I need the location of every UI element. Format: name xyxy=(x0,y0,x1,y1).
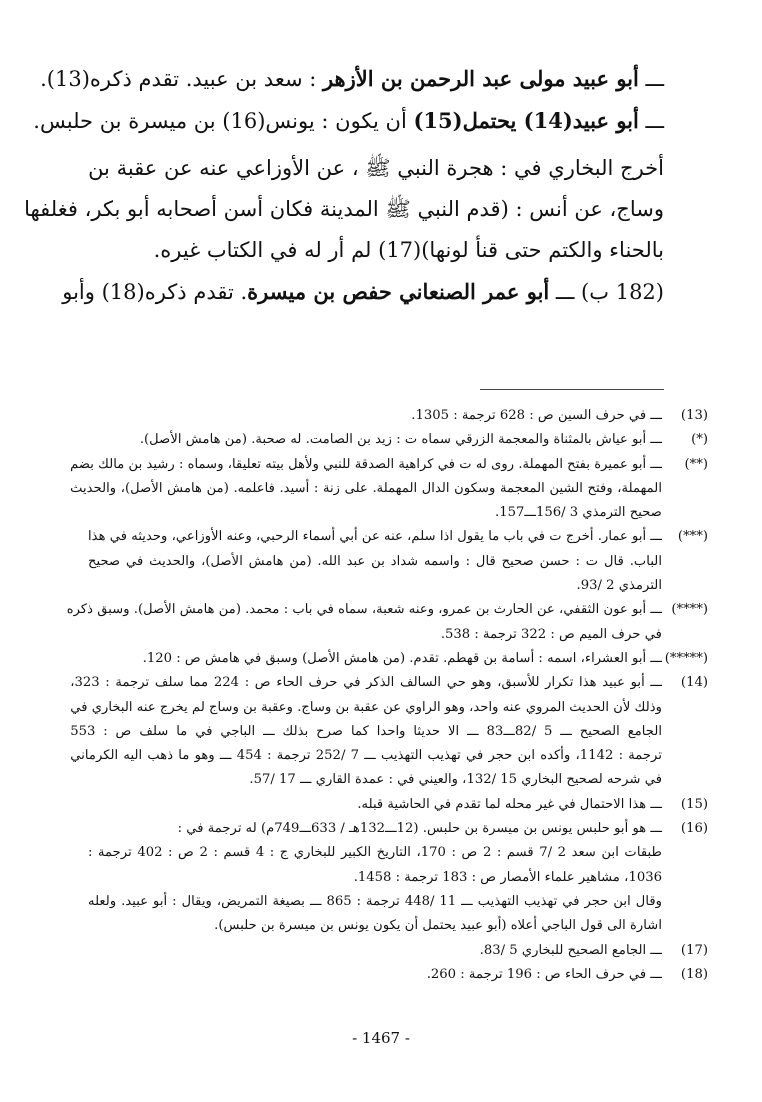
main-line-5: بالحناء والكتم حتى قنأ لونها)(17) لم أر له في الكتاب غيره. xyxy=(153,238,664,262)
main-text xyxy=(24,58,664,313)
footnote-line: ـــ هو أبو حلبس يونس بن ميسرة بن حلبس. (12ـــ132هـ / 633ـــ749م) له ترجمة في : xyxy=(177,821,662,837)
footnote-line: ترجمة : 1142، وأكده ابن حجر في تهذيب التهذيب ـــ 7 /252 ترجمة : 454 ـــ وهو ما ذهب اليه الكرماني xyxy=(70,748,663,764)
footnote-18 xyxy=(88,963,708,987)
footnote-line: في حرف الميم ص : 322 ترجمة : 538. xyxy=(440,626,662,642)
footnote-14 xyxy=(70,671,708,792)
main-line-6: (182 ب) ـــ أبو عمر الصنعاني حفص بن ميسرة. تقدم ذكره(18) وأبو xyxy=(62,279,664,304)
footnote-line: ـــ أبو عون الثقفي، عن الحارث بن عمرو، وعنه شعبة، سماه في باب : محمد. (من هامش الأصل). وسبق ذكره xyxy=(66,602,662,618)
footnote-separator xyxy=(480,389,664,390)
footnote-number: (**) xyxy=(684,456,708,472)
footnote-line: الجامع الصحيح ـــ 5 /82ـــ83 ـــ الا حديثا واحدا كما صرح بذلك ـــ الباجي في ما سلف ص : 553 xyxy=(70,723,662,739)
footnote-line: 1036، مشاهير علماء الأمصار ص : 183 ترجمة : 1458. xyxy=(353,869,662,885)
footnote-number: (****) xyxy=(671,602,708,618)
footnote-number: (*****) xyxy=(664,650,708,666)
footnote-line: ـــ أبو عبيد هذا تكرار للأسبق، وهو حي السالف الذكر في حرف الحاء ص : 224 مما سلف ترجمة : 323، xyxy=(70,675,662,691)
footnote-line: صحيح الترمذي 3 /156ـــ157. xyxy=(494,505,662,521)
footnote-line: ـــ أبو عمار. أخرج ت في باب ما يقول اذا سلم، عنه عن أبي أسماء الرحبي، وعنه الأوزاعي، وحديثه في هذا xyxy=(88,529,662,545)
footnote-line: ـــ أبو العشراء، اسمه : أسامة بن قهطم. تقدم. (من هامش الأصل) وسبق في هامش ص : 120. xyxy=(142,650,662,666)
footnote-number: (13) xyxy=(680,408,708,423)
footnote-number: (15) xyxy=(680,796,708,812)
footnote-13 xyxy=(88,404,708,428)
main-line-1: ـــ أبو عبيد مولى عبد الرحمن بن الأزهر : سعد بن عبيد. تقدم ذكره(13). xyxy=(40,66,664,91)
footnote-number: (17) xyxy=(680,942,708,958)
footnote-line: ـــ في حرف الحاء ص : 196 ترجمة : 260. xyxy=(426,966,662,982)
main-line-2: ـــ أبو عبيد(14) يحتمل(15) أن يكون : يونس(16) بن ميسرة بن حلبس. xyxy=(33,108,664,133)
footnote-17 xyxy=(88,939,708,963)
footnote-star-5 xyxy=(88,647,708,671)
footnote-line: طبقات ابن سعد 2 /7 قسم : 2 ص : 170، التاريخ الكبير للبخاري ج : 4 قسم : 2 ص : 402 ترجمة : xyxy=(88,845,662,861)
footnote-line: ـــ أبو عميرة بفتح المهملة. روى له ت في كراهية الصدقة للنبي ولأهل بيته تعليقا، وسماه : رشيد بن مالك بضم xyxy=(70,456,662,472)
footnote-line: الترمذي 2 /93. xyxy=(576,578,662,594)
footnote-star-1 xyxy=(88,428,708,452)
footnote-star-3 xyxy=(88,525,708,598)
footnote-number: (***) xyxy=(677,529,708,545)
main-line-4: وساج، عن أنس : (قدم النبي ﷺ المدينة فكان أسن أصحابه أبو بكر، فغلفها xyxy=(24,197,664,221)
footnote-line: وقال ابن حجر في تهذيب التهذيب ـــ 11 /448 ترجمة : 865 ـــ بصيغة التمريض، ويقال : أبو عبيد. ولعله xyxy=(88,893,663,909)
footnote-line: الباب. قال ت : حسن صحيح قال : واسمه شداد بن عبد الله. (من هامش الأصل)، والحديث في صحيح xyxy=(88,553,662,569)
main-line-3: أخرج البخاري في : هجرة النبي ﷺ ، عن الأوزاعي عنه عن عقبة بن xyxy=(88,156,664,180)
footnote-number: (*) xyxy=(691,432,708,448)
footnote-line: المهملة، وفتح الشين المعجمة وسكون الدال المهملة. على زنة : أسيد. فاعلمه. (من هامش الأصل)، والحديث xyxy=(70,480,662,496)
footnote-line: ـــ هذا الاحتمال في غير محله لما تقدم في الحاشية قبله. xyxy=(357,796,662,812)
footnote-star-4 xyxy=(66,598,708,647)
footnote-line: ـــ الجامع الصحيح للبخاري 5 /83. xyxy=(479,942,662,958)
footnote-15 xyxy=(88,793,708,817)
footnote-number: (16) xyxy=(680,821,708,837)
footnotes xyxy=(66,404,708,987)
page-number: - 1467 - xyxy=(352,1029,410,1047)
footnote-number: (18) xyxy=(680,966,708,982)
footnote-16 xyxy=(88,817,708,938)
footnote-number: (14) xyxy=(680,675,708,691)
footnote-line: وذلك لأن الحديث المروي عنه واحد، وهو الراوي عن عقبة بن وساج. وعقبة بن وساج لم يخرج عنه البخاري في xyxy=(70,699,662,715)
footnote-star-2 xyxy=(70,453,708,526)
footnote-line: ـــ في حرف السين ص : 628 ترجمة : 1305. xyxy=(411,408,662,423)
footnote-line: في شرحه لصحيح البخاري 15 /132، والعيني في : عمدة القاري ـــ 17 /57. xyxy=(249,772,662,788)
footnote-line: ـــ أبو عياش بالمثناة والمعجمة الزرقي سماه ت : زيد بن الصامت. له صحبة. (من هامش الأصل). xyxy=(139,432,662,448)
footnote-line: اشارة الى قول الباجي أعلاه (أبو عبيد يحتمل أن يكون يونس بن ميسرة بن حلبس). xyxy=(214,918,662,934)
